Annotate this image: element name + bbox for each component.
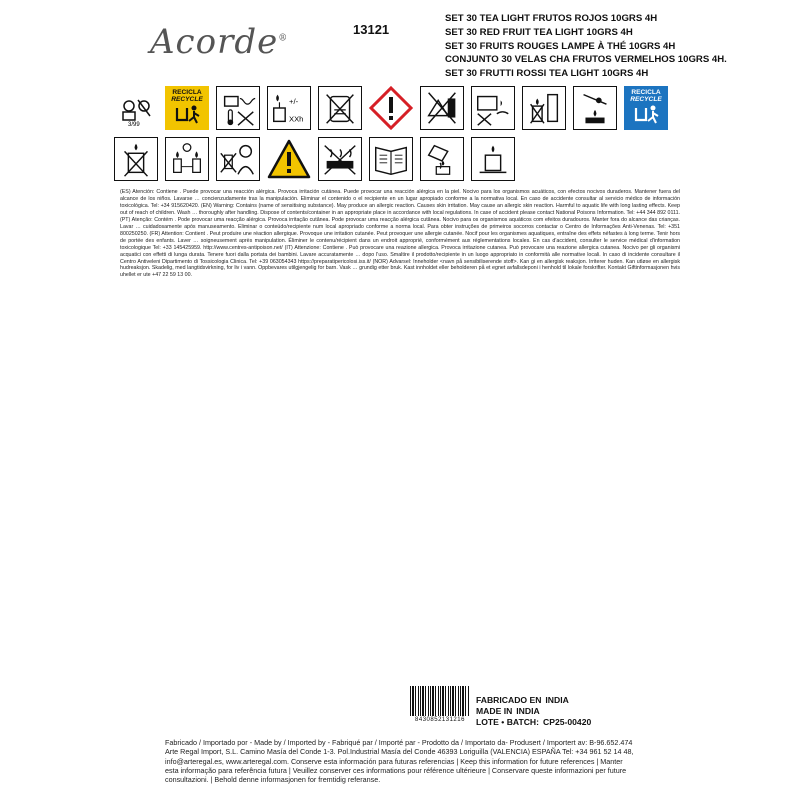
safety-icons <box>114 86 694 188</box>
warning-triangle-icon <box>267 137 311 181</box>
ghs-exclamation-icon <box>369 86 413 130</box>
title-it: SET 30 FRUTTI ROSSI TEA LIGHT 10GRS 4H <box>445 68 649 80</box>
candle-holder-icon <box>471 137 515 181</box>
product-code: 13121 <box>353 22 390 37</box>
no-stacking-candles-icon <box>114 137 158 181</box>
product-titles <box>445 12 795 81</box>
read-instructions-icon <box>369 137 413 181</box>
safety-warning-text: (ES) Atención: Contiene . Puede provocar una reacción alérgica. Provoca irritación cutánea. Puede provocar una reacción alérgica en la piel. Nocivo para los organismos acuáticos, con efectos nocivos duraderos. Mantener fuera del alcance de los niños. Lavarse … concienzudamente tras la manipulación. Eliminar el contenido o el recipiente en un lugar apropiado conforme a la normativa local. En caso de accidente consultar al servicio médico de información toxicológica. Tel: +34 915620420. (EN) Warning: Contains (name of sensitising substance). May produce an allergic reaction. Causes skin irritation. May cause an allergic skin reaction. Harmful to aquatic life with long lasting effects. Keep out of reach of children. Wash … thoroughly after handling. Dispose of contents/container in an appropriate place in accordance with local regulations. In case of accident please contact National Poisons Information. Tel: +44 344 892 0111. (PT) Atenção: Contém . Pode provocar uma reacção alérgica. Provoca irritação cutânea. Pode provocar uma reacção alérgica cutânea. Nocivo para os organismos aquáticos com efeitos duradouros. Manter fora do alcance das crianças. Lavar … cuidadosamente após manuseamento. Eliminar o conteúdo/recipiente num local apropriado conforme a norma local. Para obter instruções de primeiros socorros contactar o Centro de Informações Anti-Venenas. Tel: +351 800250250. (FR) Attention: Contient . Peut produire une réaction allergique. Provoque une irritation cutanée. Peut provoquer une allergie cutanée. Nocif pour les organismes aquatiques, entraîne des effets néfastes à long terme. Tenir hors de portée des enfants. Laver … soigneusement après manipulation. Éliminer le contenu/récipient dans un endroit approprié, conformément aux réglementations locales. En cas d'accident, consulter le service médical d'information toxicologique Tel: +33 145425959. http://www.centres-antipoison.net/ (IT) Attenzione: Contiene . Può provocare una reazione allergica. Provoca irritazione cutanea. Può provocare una reazione allergica cutanea. Nocivo per gli organismi acquatici con effetti di lunga durata. Tenere fuori dalla portata dei bambini. Lavare accuratamente … dopo l'uso. Smaltire il prodotto/recipiente in un luogo appropriato in conformità alle normative locali. In caso di incidente consultare il Centro Antiveleni Dipartimento di Tossicologia Clinica. Tel: +39 063054343 https://preparatipericolosi.iss.it/ (NOR) Advarsel: Inneholder <navn på sensibiliserende stoff>. Kan gi en allergisk reaksjon. Irriterer huden. Kan utløse en allergisk hudreaksjon. Skadelig, med langtidsvirkning, for liv i vann. Oppbevares utilgjengelig for barn. Vask … grundig etter bruk. Kast innholdet eller beholderen på et egnet avfallsdeponi i henhold til lokale forskrifter. Kontakt Giftinformasjonen hvis uhellet er ute +47 22 59 13 00. <box>120 189 680 279</box>
title-en: SET 30 RED FRUIT TEA LIGHT 10GRS 4H <box>445 26 633 38</box>
made-value-es: INDIA <box>545 695 569 705</box>
temp-hours-text: XXh <box>289 114 304 124</box>
brand-name: Acorde <box>150 22 279 62</box>
no-water-temperature-icon <box>216 86 260 130</box>
no-heat-source-icon <box>573 86 617 130</box>
no-flammable-icon <box>420 86 464 130</box>
barcode <box>410 686 470 723</box>
importer-footer: Fabricado / Importado por - Made by / Imported by - Fabriqué par / Importé par - Prodotto da / Importato da- Produsert / Importert av: B-96.652.474 Arte Regal Import, S.L. Camino Masía del Conde 1-3. Pol.Industrial Masía del Conde 46393 Loriguilla (VALENCIA) ESPAÑA Tel: +34 961 52 14 48, info@arteregal.es, www.arteregal.com. Conserve esta información para futuras referencias | Keep this information for future references | Manter esta informação para referência futura | Veuillez conserver ces informations pour référence ultérieure | Conservare queste informazioni per future consultazioni. | Behold denne informasjonen for fremtidig referanse. <box>165 738 634 785</box>
no-heat-surface-icon <box>318 137 362 181</box>
title-es: SET 30 TEA LIGHT FRUTOS ROJOS 10GRS 4H <box>445 13 658 24</box>
recycle-blue-label-2: RECYCLE <box>630 96 662 103</box>
made-label-en: MADE IN <box>476 706 513 716</box>
icon-row-2 <box>114 137 694 181</box>
kids-age-text: 3/99 <box>128 122 140 128</box>
recycle-blue-label-1: RECICLA <box>631 89 661 96</box>
keep-from-children-icon <box>216 137 260 181</box>
icon-row-1 <box>114 86 694 130</box>
children-age-icon <box>114 86 158 130</box>
recycle-blue-icon <box>624 86 668 130</box>
no-touch-icon <box>318 86 362 130</box>
temp-plusminus-text: +/- <box>289 97 299 107</box>
no-draught-icon <box>471 86 515 130</box>
registered-mark: ® <box>278 33 289 44</box>
barcode-bars <box>410 686 470 716</box>
barcode-number: 8430852131216 <box>415 717 465 723</box>
burn-time-icon <box>267 86 311 130</box>
made-value-en: INDIA <box>516 706 540 716</box>
recycle-label-1: RECICLA <box>172 89 202 96</box>
brand-logo <box>150 22 288 62</box>
title-fr: SET 30 FRUITS ROUGES LAMPE À THÉ 10GRS 4H <box>445 40 676 52</box>
recycle-label-2: RECYCLE <box>171 96 203 103</box>
no-near-objects-icon <box>522 86 566 130</box>
distance-candles-icon <box>165 137 209 181</box>
origin-info <box>476 695 595 728</box>
lote-value: CP25-00420 <box>543 717 592 727</box>
made-label-es: FABRICADO EN <box>476 695 542 705</box>
lote-label: LOTE • BATCH: <box>476 717 539 727</box>
title-pt: CONJUNTO 30 VELAS CHA FRUTOS VERMELHOS 10GRS 4H. <box>445 54 727 66</box>
recycle-yellow-icon <box>165 86 209 130</box>
extinguish-water-icon <box>420 137 464 181</box>
